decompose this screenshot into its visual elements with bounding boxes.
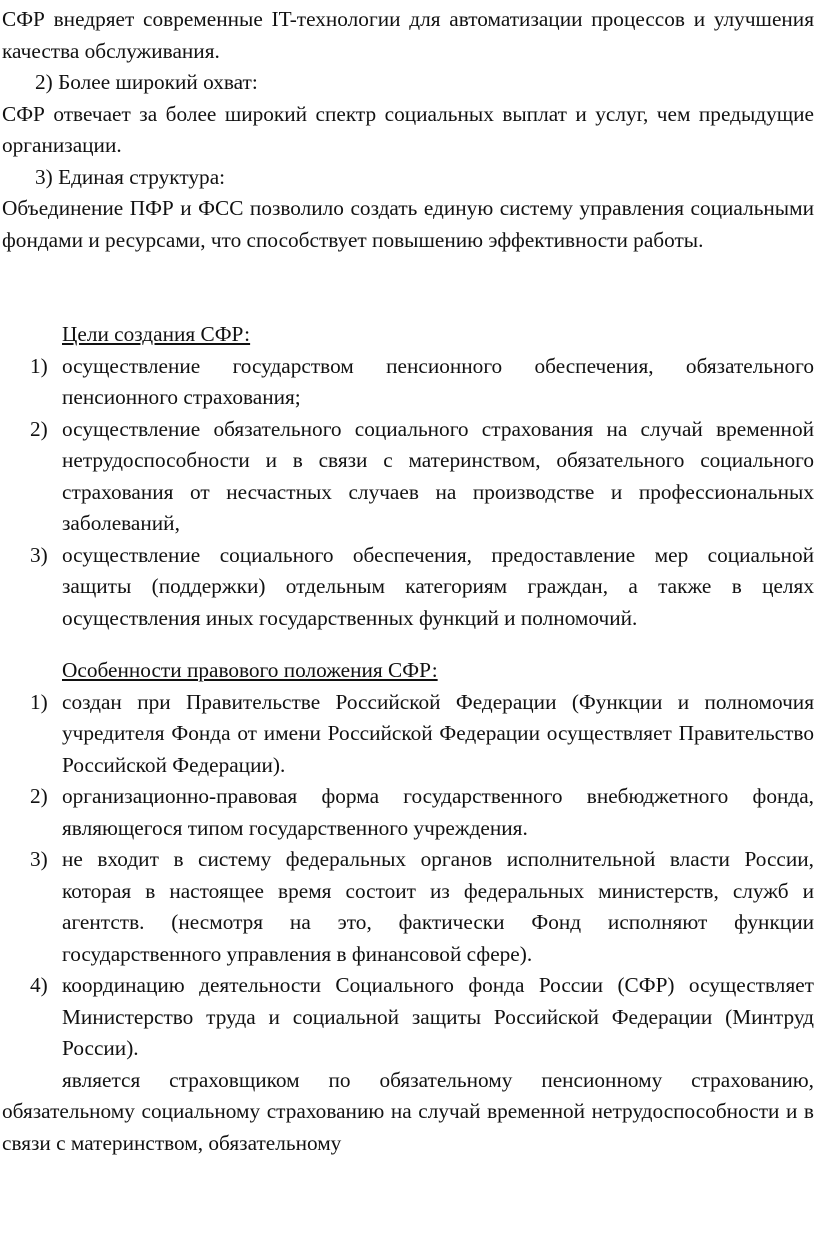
list-item [2, 781, 814, 844]
section-spacer [2, 256, 814, 319]
intro-paragraph-1: СФР внедряет современные IT-технологии для автоматизации процессов и улучшения качества обслуживания. [2, 7, 814, 63]
goals-heading: Цели создания СФР: [62, 322, 251, 346]
list-item-text: организационно-правовая форма государственного внебюджетного фонда, являющегося типом государственного учреждения. [62, 784, 814, 840]
list-item-text: осуществление обязательного социального страхования на случай временной нетрудоспособности и в связи с материнством, обязательного социального страхования от несчастных случаев на производстве и профессиональных заболеваний, [62, 416, 814, 535]
section-spacer [2, 634, 814, 655]
legal-list [2, 687, 814, 1065]
list-item-number: 4) [30, 973, 48, 997]
closing-paragraph: является страховщиком по обязательному пенсионному страхованию, обязательному социальному страхованию на случай временной нетрудоспособности и в связи с материнством, обязательному [2, 1067, 814, 1155]
list-item-number: 1) [30, 689, 48, 714]
intro-paragraph-2: СФР отвечает за более широкий спектр социальных выплат и услуг, чем предыдущие организации. [2, 101, 814, 157]
intro-item-2-label: 2) Более широкий охват: [35, 70, 258, 94]
list-item-text: не входит в систему федеральных органов исполнительной власти России, которая в настоящее время состоит из федеральных министерств, служб и агентств. (несмотря на это, фактически Фонд исполняют функции государственного управления в финансовой сфере). [62, 847, 814, 966]
list-item-number: 3) [30, 847, 48, 871]
list-item [2, 687, 814, 782]
list-item-text: осуществление социального обеспечения, предоставление мер социальной защиты (поддержки) отдельным категориям граждан, а также в целях осуществления иных государственных функций и полномочий. [62, 542, 814, 630]
list-item-text: создан при Правительстве Российской Федерации (Функции и полномочия учредителя Фонда от имени Российской Федерации осуществляет Правительство Российской Федерации). [62, 689, 814, 777]
list-item-text: осуществление государством пенсионного обеспечения, обязательного пенсионного страхования; [62, 353, 814, 409]
list-item-number: 2) [30, 416, 48, 441]
list-item [2, 414, 814, 540]
intro-paragraph-3: Объединение ПФР и ФСС позволило создать единую систему управления социальными фондами и ресурсами, что способствует повышению эффективности работы. [2, 196, 814, 252]
list-item [2, 970, 814, 1065]
list-item [2, 844, 814, 970]
legal-heading: Особенности правового положения СФР: [62, 658, 438, 682]
list-item-text: координацию деятельности Социального фонда России (СФР) осуществляет Министерство труда и социальной защиты Российской Федерации (Минтруд России). [62, 973, 814, 1060]
list-item-number: 3) [30, 542, 48, 567]
list-item [2, 540, 814, 635]
list-item [2, 351, 814, 414]
list-item-number: 1) [30, 353, 48, 378]
goals-list [2, 351, 814, 635]
list-item-number: 2) [30, 784, 48, 808]
intro-item-3-label: 3) Единая структура: [35, 164, 226, 189]
